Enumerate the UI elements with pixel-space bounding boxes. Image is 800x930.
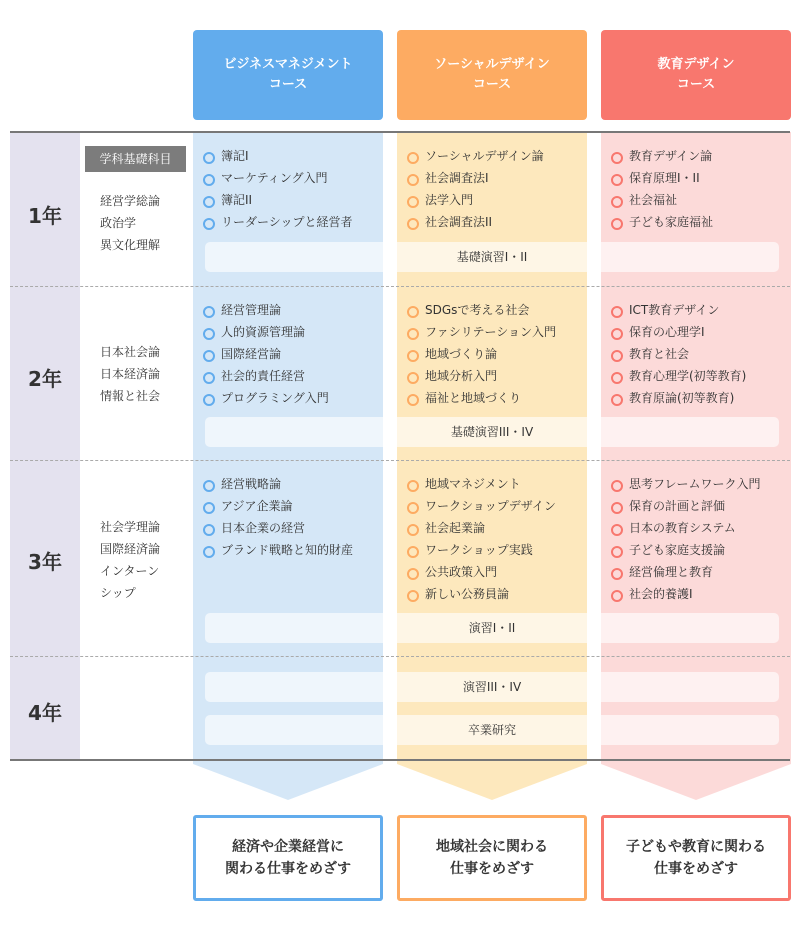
list-item: 地域分析入門 xyxy=(407,365,556,387)
social-career-line-2: 仕事をめざす xyxy=(450,861,534,877)
business-career-line-2: 関わる仕事をめざす xyxy=(225,861,351,877)
list-item: プログラミング入門 xyxy=(203,387,329,409)
education-career-box xyxy=(601,815,791,901)
list-item: 教育原論(初等教育) xyxy=(611,387,746,409)
list-item: 思考フレームワーク入門 xyxy=(611,473,761,495)
list-item: ワークショップ実践 xyxy=(407,539,556,561)
list-item: 法学入門 xyxy=(407,189,544,211)
social-year-2-list xyxy=(407,299,556,409)
education-career-line-2: 仕事をめざす xyxy=(654,861,738,877)
list-item: マーケティング入門 xyxy=(203,167,353,189)
social-course-header xyxy=(397,30,587,120)
list-item: 日本の教育システム xyxy=(611,517,761,539)
list-item: 子ども家庭支援論 xyxy=(611,539,761,561)
list-item: 社会調査法II xyxy=(407,211,544,233)
list-item: 社会的養護I xyxy=(611,583,761,605)
year-divider xyxy=(10,286,790,287)
table-top-border xyxy=(10,131,790,133)
list-item: 社会福祉 xyxy=(611,189,713,211)
list-item: 日本社会論 xyxy=(100,345,161,359)
list-item: ワークショップデザイン xyxy=(407,495,556,517)
graduation-research-bar: 卒業研究 xyxy=(205,715,779,745)
list-item: 国際経営論 xyxy=(203,343,329,365)
basic-subjects-badge: 学科基礎科目 xyxy=(85,146,186,172)
list-item: 福祉と地域づくり xyxy=(407,387,556,409)
list-item: 地域づくり論 xyxy=(407,343,556,365)
list-item: 異文化理解 xyxy=(100,238,161,252)
social-course-suffix: コース xyxy=(472,77,512,92)
education-career-line-1: 子どもや教育に関わる xyxy=(626,839,766,855)
table-bottom-border xyxy=(10,759,790,761)
list-item: 情報と社会 xyxy=(100,389,161,403)
list-item: ICT教育デザイン xyxy=(611,299,746,321)
list-item: ファシリテーション入門 xyxy=(407,321,556,343)
list-item: 簿記II xyxy=(203,189,353,211)
year-4-seminar-bar: 演習III・IV xyxy=(205,672,779,702)
list-item: 人的資源管理論 xyxy=(203,321,329,343)
list-item: 教育心理学(初等教育) xyxy=(611,365,746,387)
list-item: 経営管理論 xyxy=(203,299,329,321)
list-item: 社会学理論 xyxy=(100,520,161,534)
education-year-3-list xyxy=(611,473,761,605)
list-item: 保育原理I・II xyxy=(611,167,713,189)
list-item: ブランド戦略と知的財産 xyxy=(203,539,353,561)
basic-subjects-year-2 xyxy=(100,341,160,407)
list-item: 社会的責任経営 xyxy=(203,365,329,387)
education-course-suffix: コース xyxy=(676,77,716,92)
list-item: 社会調査法I xyxy=(407,167,544,189)
list-item: 簿記I xyxy=(203,145,353,167)
social-career-box xyxy=(397,815,587,901)
business-year-2-list xyxy=(203,299,329,409)
year-3-label: 3年 xyxy=(28,550,62,574)
education-year-1-list xyxy=(611,145,713,233)
education-year-2-list xyxy=(611,299,746,409)
list-item: 日本企業の経営 xyxy=(203,517,353,539)
social-career-line-1: 地域社会に関わる xyxy=(436,839,548,855)
list-item: 国際経済論 xyxy=(100,542,161,556)
year-2-seminar-bar: 基礎演習III・IV xyxy=(205,417,779,447)
list-item: 保育の心理学I xyxy=(611,321,746,343)
list-item: 経営学総論 xyxy=(100,194,161,208)
education-course-title: 教育デザイン xyxy=(657,57,735,72)
social-course-title: ソーシャルデザイン xyxy=(434,57,550,72)
list-item: 経営倫理と教育 xyxy=(611,561,761,583)
year-divider xyxy=(10,656,790,657)
list-item: 社会起業論 xyxy=(407,517,556,539)
list-item: リーダーシップと経営者 xyxy=(203,211,353,233)
social-year-3-list xyxy=(407,473,556,605)
list-item: インターン xyxy=(100,564,160,578)
list-item: 教育デザイン論 xyxy=(611,145,713,167)
list-item: ソーシャルデザイン論 xyxy=(407,145,544,167)
business-course-title: ビジネスマネジメント xyxy=(223,57,353,72)
basic-subjects-year-3 xyxy=(100,516,160,604)
year-1-seminar-bar: 基礎演習I・II xyxy=(205,242,779,272)
list-item: 政治学 xyxy=(100,216,137,230)
business-career-line-1: 経済や企業経営に xyxy=(232,839,344,855)
list-item: 日本経済論 xyxy=(100,367,161,381)
year-divider xyxy=(10,460,790,461)
list-item: アジア企業論 xyxy=(203,495,353,517)
year-4-label: 4年 xyxy=(28,701,62,725)
list-item: 地域マネジメント xyxy=(407,473,556,495)
list-item: 新しい公務員論 xyxy=(407,583,556,605)
list-item: 公共政策入門 xyxy=(407,561,556,583)
social-year-1-list xyxy=(407,145,544,233)
list-item: 子ども家庭福祉 xyxy=(611,211,713,233)
education-course-header xyxy=(601,30,791,120)
list-item: 教育と社会 xyxy=(611,343,746,365)
business-year-3-list xyxy=(203,473,353,561)
year-1-label: 1年 xyxy=(28,204,62,228)
business-course-suffix: コース xyxy=(268,77,308,92)
basic-subjects-year-1 xyxy=(100,190,160,256)
list-item: SDGsで考える社会 xyxy=(407,299,556,321)
list-item: シップ xyxy=(100,586,136,600)
list-item: 保育の計画と評価 xyxy=(611,495,761,517)
business-year-1-list xyxy=(203,145,353,233)
business-course-header xyxy=(193,30,383,120)
list-item: 経営戦略論 xyxy=(203,473,353,495)
year-2-label: 2年 xyxy=(28,367,62,391)
year-3-seminar-bar: 演習I・II xyxy=(205,613,779,643)
business-career-box xyxy=(193,815,383,901)
